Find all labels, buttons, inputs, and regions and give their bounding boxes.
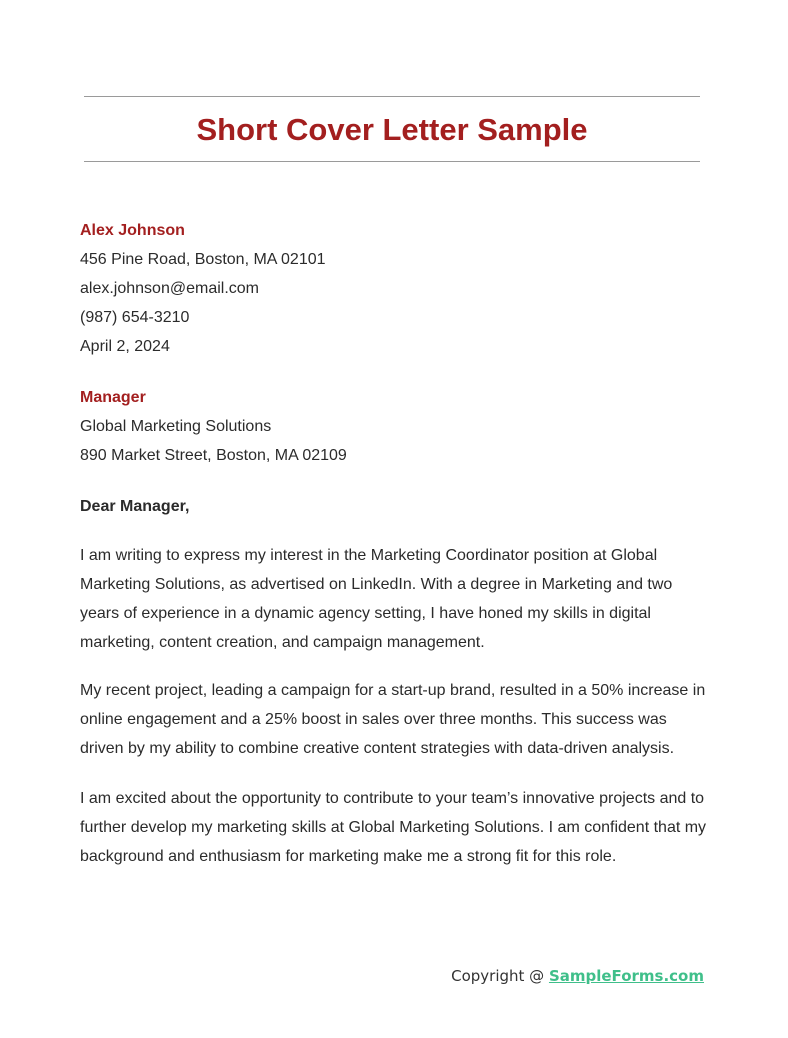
recipient-title: Manager (80, 389, 146, 406)
title-bottom-divider (84, 161, 700, 162)
recipient-address: 890 Market Street, Boston, MA 02109 (80, 447, 347, 464)
sender-address: 456 Pine Road, Boston, MA 02101 (80, 251, 326, 268)
body-paragraph-3: I am excited about the opportunity to contribute to your team’s innovative projects and to further develop my marketing skills at Global Marketing Solutions. I am confident that my background and enthusiasm for marketing make me a strong fit for this role. (80, 790, 707, 865)
salutation: Dear Manager, (80, 498, 190, 515)
sender-block (80, 216, 710, 361)
body-paragraph-2: My recent project, leading a campaign for a start-up brand, resulted in a 50% increase in online engagement and a 25% boost in sales over three months. This success was driven by my ability to combine creative content strategies with data-driven analysis. (80, 682, 706, 757)
brand-link[interactable]: SampleForms.com (548, 967, 704, 985)
copyright-label: Copyright @ (451, 967, 549, 985)
body-paragraph-1: I am writing to express my interest in the Marketing Coordinator position at Global Marketing Solutions, as advertised on LinkedIn. With a degree in Marketing and two years of experience in a dynamic agency setting, I have honed my skills in digital marketing, content creation, and campaign management. (80, 547, 673, 651)
footer-copyright (451, 965, 704, 987)
recipient-block (80, 383, 710, 470)
sender-phone: (987) 654-3210 (80, 309, 190, 326)
sender-email: alex.johnson@email.com (80, 280, 259, 297)
page-title: Short Cover Letter Sample (196, 112, 588, 147)
sender-name: Alex Johnson (80, 222, 185, 239)
title-top-divider (84, 96, 700, 97)
recipient-company: Global Marketing Solutions (80, 418, 272, 435)
letter-date: April 2, 2024 (80, 338, 170, 355)
